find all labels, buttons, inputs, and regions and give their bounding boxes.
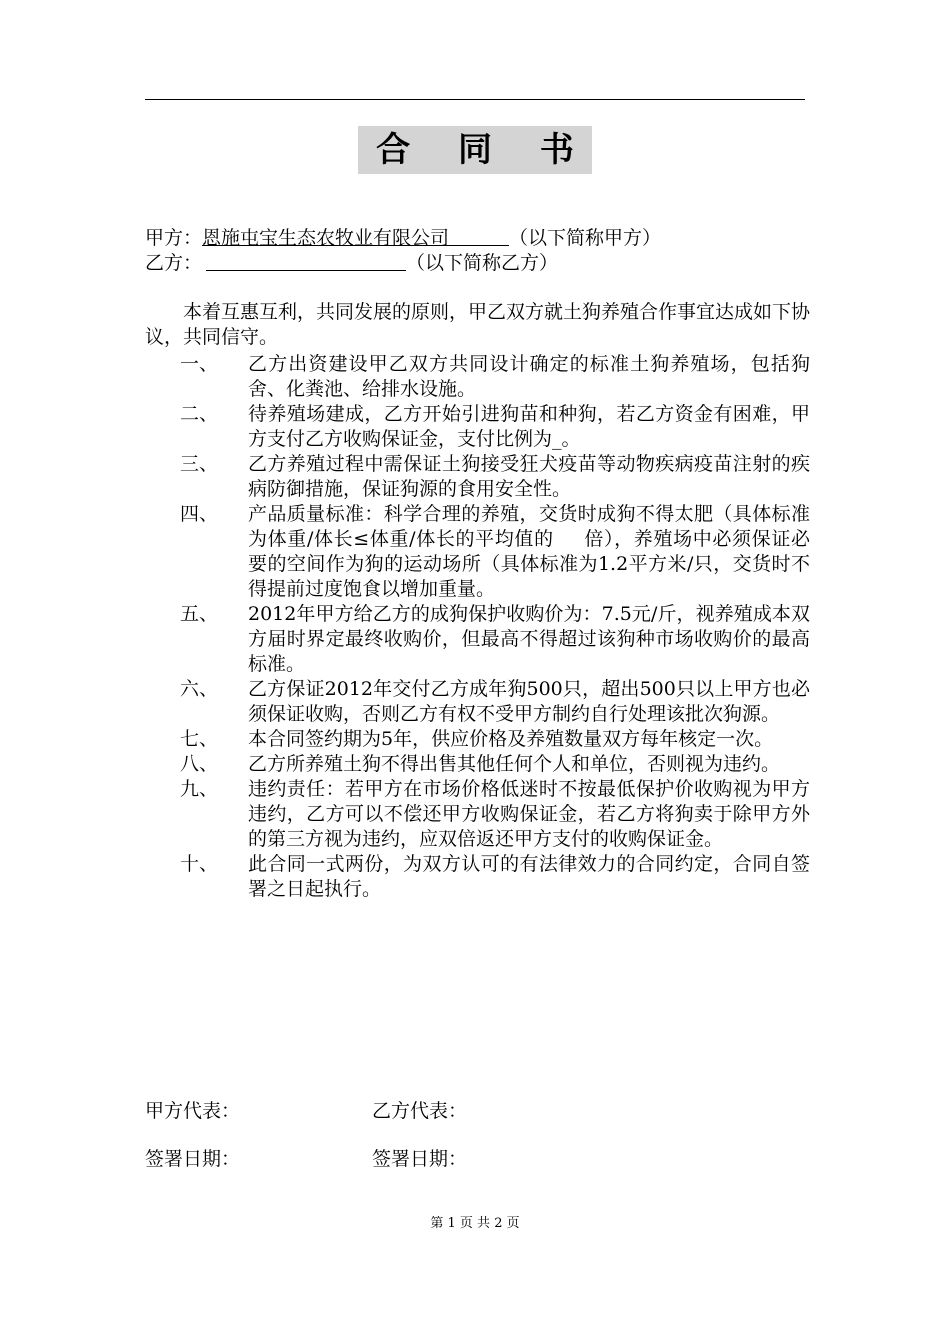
clause-number: 二、 — [180, 403, 219, 425]
clause-text — [248, 502, 810, 602]
clause-7 — [145, 727, 810, 752]
clause-text: 乙方保证2012年交付乙方成年狗500只，超出500只以上甲方也必须保证收购，否则乙方有权不受甲方制约自行处理该批次狗源。 — [248, 678, 810, 725]
clause-text: 此合同一式两份，为双方认可的有法律效力的合同约定，合同自签署之日起执行。 — [248, 853, 810, 900]
clause-1 — [145, 352, 810, 402]
clause-text: 待养殖场建成，乙方开始引进狗苗和种狗，若乙方资金有困难，甲方支付乙方收购保证金，支付比例为_。 — [248, 403, 810, 450]
party-b-name-blank — [206, 251, 406, 271]
clause-text-part-b: 倍），养殖场中必须保证必要的空间作为狗的运动场所（具体标准为1.2平方米/只，交货时不得提前过度饱食以增加重量。 — [248, 528, 810, 600]
party-b-representative-label: 乙方代表： — [372, 1100, 468, 1122]
party-a-line — [145, 226, 661, 250]
clause-10 — [145, 852, 810, 902]
clause-number: 九、 — [180, 778, 219, 800]
clause-2 — [145, 402, 810, 452]
party-b-note: （以下简称乙方） — [406, 252, 559, 274]
document-title-wrap — [0, 126, 950, 174]
clause-text: 2012年甲方给乙方的成狗保护收购价为：7.5元/斤，视养殖成本双方届时界定最终收购价，但最高不得超过该狗种市场收购价的最高标准。 — [248, 603, 810, 675]
clause-3 — [145, 452, 810, 502]
clause-text: 本合同签约期为5年，供应价格及养殖数量双方每年核定一次。 — [248, 728, 774, 750]
clause-number: 一、 — [180, 353, 219, 375]
clause-list — [145, 352, 810, 902]
clause-6 — [145, 677, 810, 727]
party-b-line — [145, 251, 558, 275]
clause-number: 五、 — [180, 603, 219, 625]
clause-number: 七、 — [180, 728, 219, 750]
party-a-blank — [449, 226, 509, 246]
clause-8 — [145, 752, 810, 777]
clause-number: 四、 — [180, 503, 219, 525]
document-title: 合 同 书 — [358, 126, 592, 174]
page-footer: 第 1 页 共 2 页 — [430, 1216, 520, 1231]
party-a-representative-label: 甲方代表： — [145, 1100, 241, 1122]
party-b-date-label: 签署日期： — [372, 1148, 468, 1170]
clause-text: 违约责任：若甲方在市场价格低迷时不按最低保护价收购视为甲方违约，乙方可以不偿还甲方收购保证金，若乙方将狗卖于除甲方外的第三方视为违约，应双倍返还甲方支付的收购保证金。 — [248, 778, 810, 850]
clause-text-part-a: 产品质量标准：科学合理的养殖，交货时成狗不得太肥（具体标准为体重/体长≤体重/体长的平均值的 — [248, 503, 810, 550]
clause-text: 乙方养殖过程中需保证土狗接受狂犬疫苗等动物疾病疫苗注射的疾病防御措施，保证狗源的食用安全性。 — [248, 453, 810, 500]
clause-5 — [145, 602, 810, 677]
clause-text: 乙方出资建设甲乙双方共同设计确定的标准土狗养殖场，包括狗舍、化粪池、给排水设施。 — [248, 353, 810, 400]
clause-text: 乙方所养殖土狗不得出售其他任何个人和单位，否则视为违约。 — [248, 753, 781, 775]
clause-number: 三、 — [180, 453, 219, 475]
header-rule — [145, 99, 805, 100]
clause-number: 八、 — [180, 753, 219, 775]
clause-number: 十、 — [180, 853, 219, 875]
party-a-name: 恩施屯宝生态农牧业有限公司 — [202, 227, 450, 249]
clause-9 — [145, 777, 810, 852]
party-a-note: （以下简称甲方） — [509, 227, 662, 249]
intro-paragraph: 本着互惠互利，共同发展的原则，甲乙双方就土狗养殖合作事宜达成如下协议，共同信守。 — [145, 301, 811, 348]
clause-number: 六、 — [180, 678, 219, 700]
party-b-label: 乙方： — [145, 252, 203, 274]
party-a-date-label: 签署日期： — [145, 1148, 241, 1170]
clause-4 — [145, 502, 810, 602]
party-a-label: 甲方： — [145, 227, 203, 249]
